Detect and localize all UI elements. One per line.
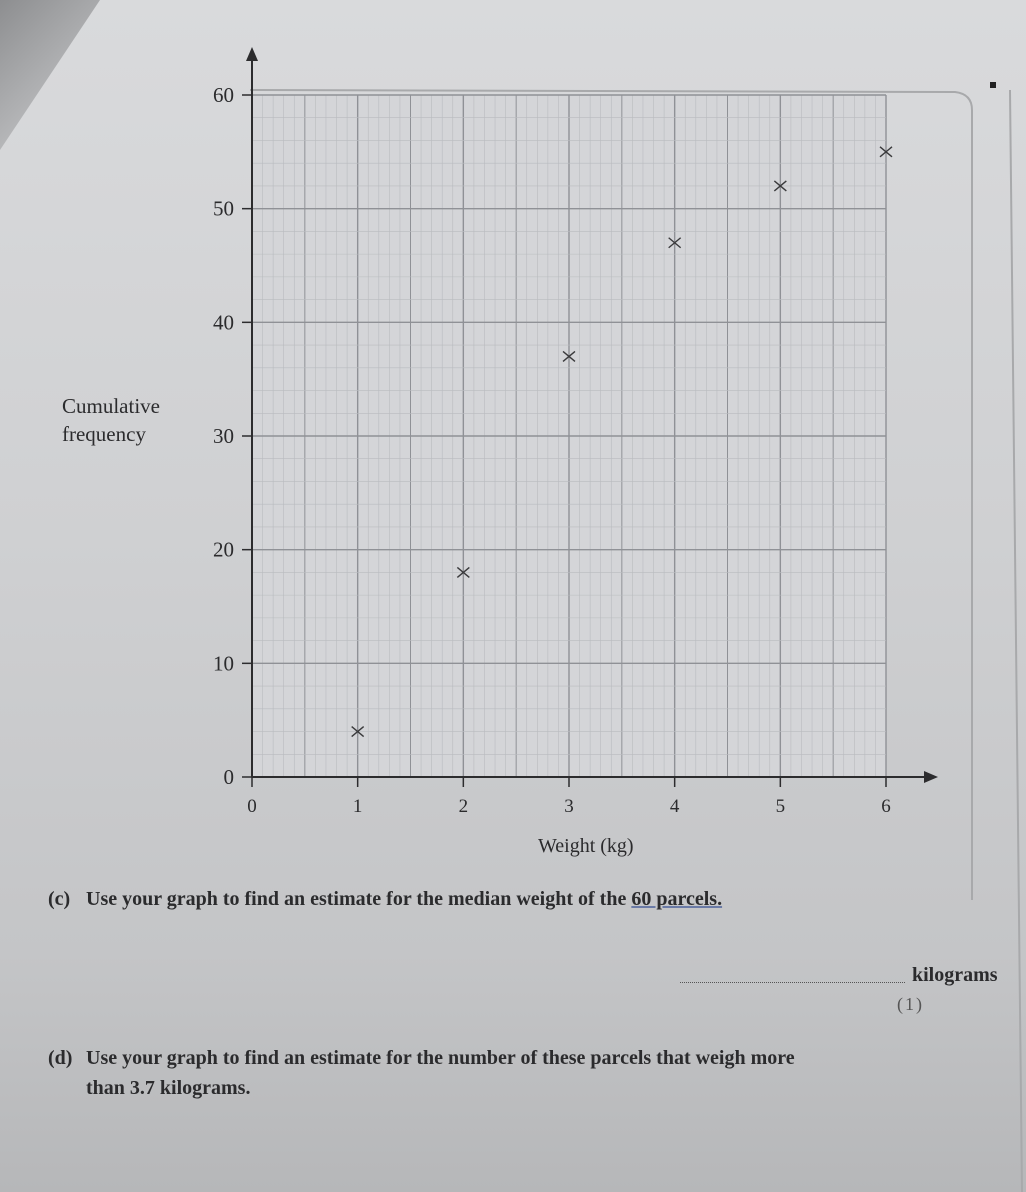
question-d-line2: than 3.7 kilograms.: [86, 1077, 251, 1099]
x-tick-label: 3: [564, 796, 574, 817]
y-tick-label: 10: [213, 651, 234, 676]
question-d: [48, 1043, 795, 1103]
y-tick-label: 50: [213, 196, 234, 221]
y-axis-arrow-icon: [246, 47, 258, 61]
y-tick-label: 40: [213, 310, 234, 335]
question-d-line1: Use your graph to find an estimate for the number of these parcels that weigh more: [86, 1047, 795, 1069]
marks-label: (1): [897, 994, 924, 1014]
x-tick-label: 5: [775, 796, 786, 817]
y-tick-label: 30: [213, 424, 234, 448]
y-tick-label: 60: [213, 83, 234, 107]
question-d-letter: (d): [48, 1047, 73, 1069]
x-tick-label: 1: [352, 796, 363, 817]
y-axis-label-line1: Cumulative: [62, 394, 160, 418]
answer-line[interactable]: [680, 982, 905, 983]
x-tick-label: 0: [247, 796, 257, 817]
y-tick-label: 20: [213, 537, 234, 562]
x-tick-label: 4: [669, 796, 680, 817]
grid-paper: [252, 95, 886, 777]
answer-unit: kilograms: [912, 964, 998, 986]
question-c: [48, 888, 722, 911]
y-axis-label: [62, 392, 160, 448]
x-axis-arrow-icon: [924, 771, 938, 783]
y-axis-label-line2: frequency: [62, 422, 146, 446]
question-c-letter: (c): [48, 888, 71, 910]
x-axis-label: Weight (kg): [538, 835, 634, 857]
x-tick-label: 6: [881, 796, 891, 817]
y-tick-label: 0: [223, 765, 234, 789]
question-c-text: Use your graph to find an estimate for the median weight of the: [86, 888, 632, 910]
question-c-underlined-text: 60 parcels.: [631, 888, 723, 910]
x-tick-label: 2: [458, 796, 469, 817]
